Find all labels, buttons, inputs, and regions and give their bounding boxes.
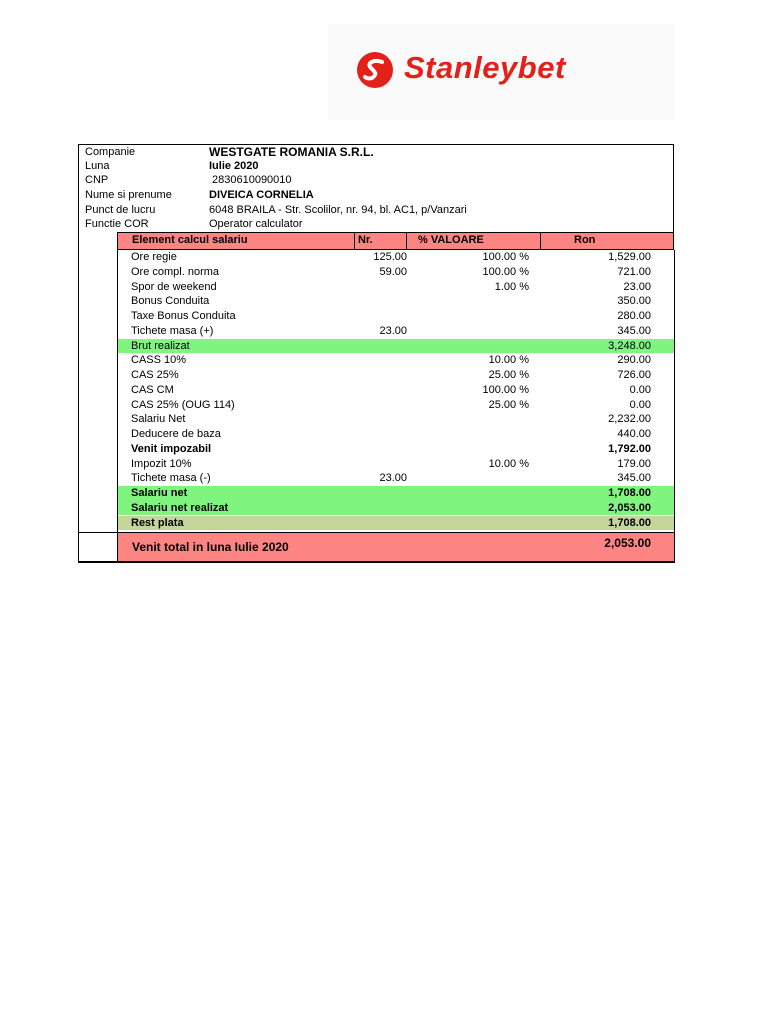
row-percent: 1.00 %	[494, 280, 529, 293]
name-value: DIVEICA CORNELIA	[209, 189, 314, 201]
row-ron: 0.00	[629, 383, 651, 396]
row-element: Brut realizat	[131, 339, 190, 352]
row-percent: 10.00 %	[488, 354, 529, 367]
row-element: CAS 25% (OUG 114)	[131, 398, 235, 411]
table-row	[118, 486, 674, 501]
name-label: Nume si prenume	[85, 189, 172, 201]
row-element: Ore regie	[131, 251, 177, 263]
function-label: Functie COR	[85, 218, 149, 230]
total-income-row	[118, 532, 675, 561]
row-nr: 59.00	[379, 265, 407, 278]
table-frame-right	[674, 250, 675, 532]
column-element: Element calcul salariu	[132, 234, 248, 246]
stanleybet-logo-icon	[356, 51, 394, 89]
row-ron: 1,792.00	[608, 442, 651, 455]
row-nr: 23.00	[379, 324, 407, 337]
table-row	[118, 442, 674, 457]
row-element: Venit impozabil	[131, 442, 212, 455]
table-header	[117, 232, 674, 250]
row-nr: 125.00	[373, 251, 407, 263]
row-element: CAS 25%	[131, 369, 179, 381]
row-ron: 345.00	[617, 324, 651, 337]
row-element: CASS 10%	[131, 354, 187, 367]
row-ron: 440.00	[617, 428, 651, 440]
row-element: Taxe Bonus Conduita	[131, 310, 236, 322]
row-percent: 100.00 %	[482, 383, 529, 396]
row-ron: 280.00	[617, 310, 651, 322]
workplace-value: 6048 BRAILA - Str. Scolilor, nr. 94, bl. AC1, p/Vanzari	[209, 204, 467, 216]
row-percent: 100.00 %	[482, 251, 529, 263]
row-element: Bonus Conduita	[131, 295, 210, 308]
table-row	[118, 368, 674, 383]
table-row	[118, 501, 674, 516]
row-element: Spor de weekend	[131, 280, 217, 293]
row-percent: 25.00 %	[488, 398, 529, 411]
cnp-value: 2830610090010	[212, 174, 292, 186]
table-row	[118, 280, 674, 295]
total-income-label: Venit total in luna Iulie 2020	[132, 540, 289, 554]
column-percent: % VALOARE	[418, 234, 484, 246]
row-percent: 10.00 %	[488, 457, 529, 470]
column-ron: Ron	[574, 234, 596, 246]
table-row	[118, 398, 674, 413]
table-bottom-border	[78, 561, 675, 563]
row-element: Impozit 10%	[131, 457, 192, 470]
month-value: Iulie 2020	[209, 160, 259, 172]
cnp-label: CNP	[85, 174, 109, 186]
company-value: WESTGATE ROMANIA S.R.L.	[209, 145, 374, 159]
table-row	[118, 250, 674, 265]
table-row	[118, 339, 674, 354]
total-income-value: 2,053.00	[604, 536, 651, 550]
table-row	[118, 353, 674, 368]
table-frame-divider	[78, 532, 118, 533]
table-row	[118, 516, 674, 531]
row-ron: 1,708.00	[608, 487, 651, 499]
row-element: Ore compl. norma	[131, 265, 220, 278]
row-ron: 2,232.00	[608, 413, 651, 426]
table-row	[118, 265, 674, 280]
row-element: Salariu net	[131, 487, 188, 499]
row-element: Deducere de baza	[131, 428, 221, 440]
row-ron: 290.00	[617, 354, 651, 367]
column-nr: Nr.	[358, 234, 373, 246]
table-row	[118, 294, 674, 309]
row-ron: 23.00	[623, 280, 651, 293]
row-element: Salariu Net	[131, 413, 186, 426]
table-row	[118, 427, 674, 442]
row-ron: 345.00	[617, 472, 651, 485]
row-percent: 100.00 %	[482, 265, 529, 278]
row-element: Tichete masa (-)	[131, 472, 211, 485]
row-ron: 1,529.00	[608, 251, 651, 263]
table-row	[118, 383, 674, 398]
table-row	[118, 324, 674, 339]
row-ron: 721.00	[617, 265, 651, 278]
row-element: Tichete masa (+)	[131, 324, 214, 337]
row-ron: 0.00	[629, 398, 651, 411]
row-percent: 25.00 %	[488, 369, 529, 381]
month-label: Luna	[85, 160, 110, 172]
table-row	[118, 471, 674, 486]
row-ron: 179.00	[617, 457, 651, 470]
table-row	[118, 309, 674, 324]
table-row	[118, 412, 674, 427]
table-frame-left	[78, 232, 79, 562]
row-ron: 726.00	[617, 369, 651, 381]
row-ron: 2,053.00	[608, 501, 651, 514]
stanleybet-logo-text: Stanleybet	[404, 50, 566, 85]
company-label: Companie	[85, 146, 136, 158]
workplace-label: Punct de lucru	[85, 204, 156, 216]
row-nr: 23.00	[379, 472, 407, 485]
row-ron: 3,248.00	[608, 339, 651, 352]
function-value: Operator calculator	[209, 218, 303, 230]
row-ron: 1,708.00	[608, 516, 651, 529]
table-row	[118, 457, 674, 472]
row-element: CAS CM	[131, 383, 174, 396]
row-element: Salariu net realizat	[131, 501, 229, 514]
row-ron: 350.00	[617, 295, 651, 308]
row-element: Rest plata	[131, 516, 184, 529]
